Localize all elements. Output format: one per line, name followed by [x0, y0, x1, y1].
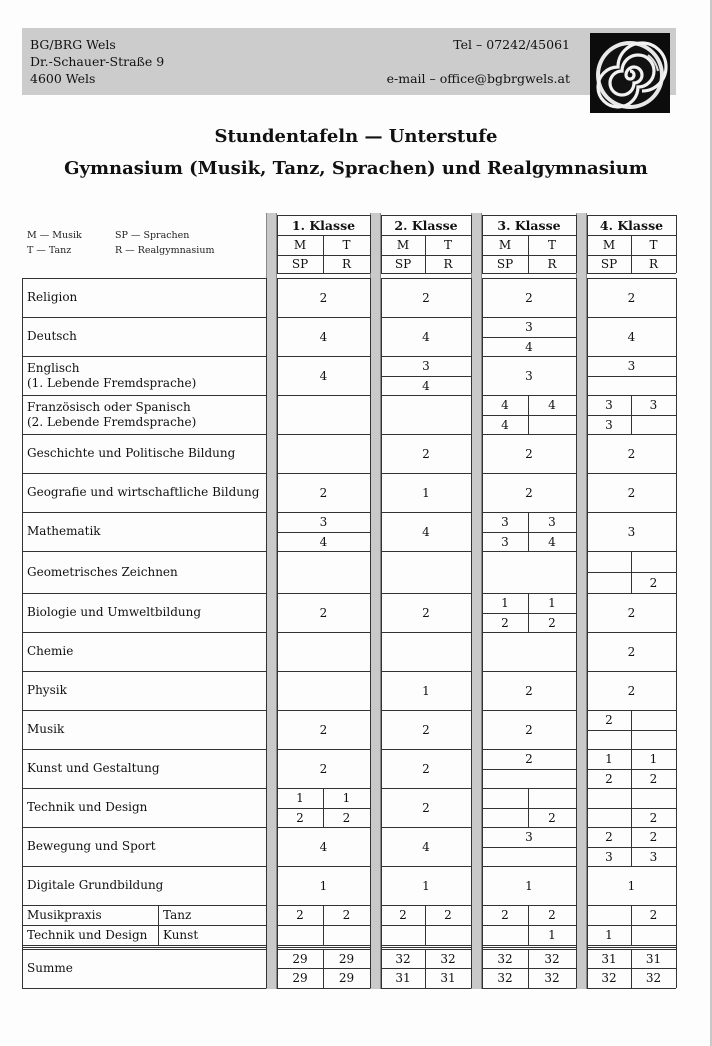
spiral-logo-icon — [590, 33, 670, 113]
summe-cell: 31 — [645, 951, 662, 966]
table-cell — [528, 415, 576, 434]
table-cell: 2 — [342, 908, 351, 922]
table-cell: 4 — [525, 339, 533, 354]
table-cell — [482, 925, 528, 945]
school-street: Dr.-Schauer-Straße 9 — [30, 54, 165, 69]
table-cell: 2 — [627, 446, 636, 461]
table-cell — [323, 925, 370, 945]
table-cell — [631, 415, 676, 434]
table-cell: 4 — [548, 398, 556, 412]
grid-line — [676, 278, 677, 988]
type-label-sp: SP — [291, 257, 309, 271]
subject-label — [22, 317, 266, 356]
grid-line — [277, 395, 370, 396]
table-cell: 3 — [627, 524, 636, 539]
table-cell: 3 — [627, 359, 636, 373]
table-cell: 2 — [548, 810, 556, 825]
table-cell: 3 — [525, 368, 533, 383]
extra-row-sublabel: Tanz — [163, 907, 192, 922]
grid-line — [277, 947, 370, 948]
class-header-2: 2. Klasse — [394, 217, 458, 233]
school-name: BG/BRG Wels — [30, 37, 116, 52]
class-header-1: 1. Klasse — [291, 217, 356, 233]
grid-line — [587, 988, 676, 989]
table-cell: 4 — [501, 398, 509, 412]
table-cell: 2 — [525, 683, 533, 698]
letterhead — [22, 28, 676, 95]
table-cell: 1 — [525, 878, 533, 893]
table-cell: 2 — [422, 290, 430, 305]
summe-cell: 29 — [292, 971, 308, 985]
table-cell: 2 — [627, 485, 636, 500]
grid-line — [381, 551, 471, 552]
subject-label — [22, 671, 266, 710]
column-separator — [266, 213, 277, 989]
table-cell: 2 — [422, 761, 430, 776]
summe-cell: 29 — [292, 951, 308, 966]
table-cell: 2 — [548, 908, 556, 922]
class-header-4: 4. Klasse — [599, 217, 664, 233]
grid-line — [277, 945, 370, 946]
page-subtitle: Gymnasium (Musik, Tanz, Sprachen) und Realgymnasium — [64, 158, 648, 179]
table-cell: 3 — [605, 417, 613, 432]
subject-name: Deutsch — [27, 329, 77, 343]
legend-r: R — Realgymnasium — [115, 245, 215, 256]
table-cell — [631, 925, 676, 945]
table-cell: 3 — [649, 398, 658, 412]
table-cell: 2 — [525, 752, 533, 766]
subject-name: Französisch oder Spanisch — [27, 399, 191, 414]
subject-name: Musik — [27, 722, 65, 736]
page-title: Stundentafeln — Unterstufe — [214, 126, 498, 147]
grid-line — [381, 945, 471, 946]
summe-cell: 31 — [440, 971, 456, 985]
grid-line — [277, 632, 370, 633]
grid-line — [381, 947, 471, 948]
summe-cell: 29 — [338, 951, 355, 966]
table-cell: 2 — [501, 908, 509, 922]
type-label-r: R — [648, 257, 659, 271]
table-cell: 2 — [296, 810, 304, 825]
grid-line — [277, 273, 370, 274]
school-email: e-mail – office@bgbrgwels.at — [386, 71, 570, 86]
subject-label — [22, 866, 266, 905]
table-cell: 2 — [422, 605, 430, 620]
table-cell: 2 — [319, 605, 328, 620]
legend-m: M — Musik — [27, 230, 82, 241]
subject-label — [22, 788, 266, 827]
table-cell — [528, 788, 576, 808]
table-cell: 2 — [422, 722, 430, 737]
grid-line — [482, 947, 576, 948]
summe-cell: 32 — [544, 951, 560, 966]
subject-label — [22, 710, 266, 749]
subject-name: Biologie und Umweltbildung — [27, 605, 202, 619]
subject-label — [22, 551, 266, 593]
subject-name: Bewegung und Sport — [27, 839, 156, 853]
subject-name: Geografie und wirtschaftliche Bildung — [27, 485, 260, 499]
subject-name: Geometrisches Zeichnen — [27, 564, 178, 579]
table-cell: 2 — [548, 615, 556, 630]
subject-label — [22, 356, 266, 395]
type-label-m: M — [293, 238, 307, 252]
table-cell: 4 — [319, 329, 328, 344]
grid-line — [482, 925, 576, 926]
school-city: 4600 Wels — [30, 71, 96, 86]
subject-name: Physik — [27, 683, 67, 697]
table-cell — [277, 925, 323, 945]
type-label-sp: SP — [496, 257, 514, 271]
school-phone: Tel – 07242/45061 — [453, 37, 570, 52]
grid-line — [482, 988, 576, 989]
legend-sp: SP — Sprachen — [115, 230, 190, 241]
subject-note: (1. Lebende Fremdsprache) — [27, 375, 197, 390]
table-cell: 2 — [649, 771, 658, 786]
grid-line — [482, 945, 576, 946]
grid-line — [587, 945, 676, 946]
table-cell: 1 — [605, 928, 613, 942]
summe-cell: 32 — [601, 971, 617, 985]
subject-name: Technik und Design — [27, 800, 148, 814]
grid-line — [381, 395, 471, 396]
table-cell: 1 — [605, 752, 613, 766]
table-cell: 3 — [605, 849, 613, 864]
grid-line — [381, 988, 471, 989]
type-label-sp: SP — [394, 257, 412, 271]
table-cell: 1 — [319, 878, 328, 893]
table-cell: 2 — [501, 615, 509, 630]
grid-line — [587, 947, 676, 948]
type-label-sp: SP — [600, 257, 618, 271]
table-cell: 1 — [548, 928, 556, 942]
table-cell: 3 — [319, 515, 328, 529]
table-cell: 2 — [649, 810, 658, 825]
table-cell: 2 — [525, 446, 533, 461]
type-label-m: M — [602, 238, 616, 252]
extra-row-sublabel: Kunst — [163, 927, 199, 942]
subject-name: Chemie — [27, 644, 74, 658]
table-cell: 2 — [627, 644, 636, 659]
table-cell: 2 — [296, 908, 304, 922]
table-cell: 2 — [605, 830, 613, 844]
grid-line — [381, 925, 471, 926]
table-cell: 2 — [422, 446, 430, 461]
grid-line — [587, 273, 676, 274]
summe-cell: 32 — [497, 951, 513, 966]
grid-line — [277, 434, 370, 435]
table-cell: 2 — [319, 485, 328, 500]
legend-t: T — Tanz — [27, 245, 72, 256]
table-cell — [482, 788, 528, 808]
table-cell — [587, 808, 631, 827]
table-cell — [587, 572, 631, 593]
table-cell: 2 — [649, 575, 658, 590]
summe-cell: 32 — [440, 951, 456, 966]
subject-label — [22, 632, 266, 671]
table-cell: 2 — [319, 761, 328, 776]
table-cell: 2 — [525, 485, 533, 500]
table-cell: 3 — [501, 534, 509, 549]
subject-label — [22, 473, 266, 512]
table-cell — [482, 808, 528, 827]
type-label-t: T — [649, 238, 658, 252]
table-cell: 2 — [525, 722, 533, 737]
summe-cell: 32 — [544, 971, 560, 985]
table-cell: 2 — [605, 713, 613, 727]
summe-label: Summe — [27, 961, 73, 975]
table-cell — [631, 788, 676, 808]
type-label-m: M — [498, 238, 512, 252]
table-cell: 4 — [319, 839, 328, 854]
subject-name: Mathematik — [27, 524, 101, 538]
extra-row-label: Technik und Design — [27, 927, 148, 942]
subject-label — [22, 827, 266, 866]
table-cell: 2 — [627, 605, 636, 620]
grid-line — [277, 551, 370, 552]
grid-line — [482, 847, 576, 848]
type-label-r: R — [443, 257, 453, 271]
subject-name: Kunst und Gestaltung — [27, 761, 160, 775]
subject-label — [22, 395, 266, 434]
table-cell: 4 — [422, 524, 430, 539]
grid-line — [277, 671, 370, 672]
table-cell: 2 — [319, 290, 328, 305]
table-cell: 2 — [525, 290, 533, 305]
extra-row-label: Musikpraxis — [27, 907, 102, 922]
table-cell: 4 — [319, 534, 328, 549]
summe-cell: 31 — [601, 951, 617, 966]
table-cell: 1 — [627, 878, 636, 893]
grid-line — [370, 215, 371, 273]
table-cell — [587, 788, 631, 808]
type-label-r: R — [341, 257, 352, 271]
grid-line — [22, 947, 266, 948]
table-cell: 4 — [548, 534, 556, 549]
table-cell: 2 — [605, 771, 613, 786]
grid-line — [482, 632, 576, 633]
subject-name: Digitale Grundbildung — [27, 878, 164, 892]
table-cell: 1 — [649, 752, 658, 766]
table-cell: 1 — [422, 683, 430, 698]
table-cell: 2 — [627, 290, 636, 305]
table-cell — [381, 925, 425, 945]
grid-line — [576, 215, 577, 273]
table-cell: 1 — [342, 791, 351, 805]
subject-label — [22, 278, 266, 317]
table-cell: 3 — [649, 849, 658, 864]
subject-label — [22, 749, 266, 788]
grid-line — [471, 278, 472, 988]
table-cell: 3 — [525, 320, 533, 334]
grid-line — [22, 988, 266, 989]
type-label-t: T — [342, 238, 351, 252]
grid-line — [277, 988, 370, 989]
grid-line — [587, 925, 676, 926]
summe-cell: 32 — [497, 971, 513, 985]
grid-line — [576, 278, 577, 988]
summe-cell: 32 — [395, 951, 411, 966]
column-separator — [576, 213, 587, 989]
summe-cell: 32 — [645, 971, 662, 985]
table-cell: 3 — [548, 515, 556, 529]
summe-cell: 29 — [338, 971, 355, 985]
type-label-t: T — [443, 238, 452, 252]
table-cell: 1 — [422, 485, 430, 500]
table-cell: 3 — [422, 359, 430, 373]
table-cell: 1 — [296, 791, 304, 805]
grid-line — [266, 278, 267, 988]
table-cell — [587, 905, 631, 925]
subject-label — [22, 434, 266, 473]
table-cell: 4 — [422, 329, 430, 344]
subject-label — [22, 512, 266, 551]
subject-name: Englisch — [27, 360, 80, 375]
table-cell: 2 — [399, 908, 407, 922]
table-cell — [631, 710, 676, 730]
table-cell: 1 — [501, 596, 509, 610]
table-cell: 2 — [342, 810, 351, 825]
table-cell: 2 — [444, 908, 452, 922]
grid-line — [370, 278, 371, 988]
table-cell — [587, 376, 676, 395]
table-cell: 2 — [649, 908, 658, 922]
grid-line — [381, 632, 471, 633]
subject-name: Religion — [27, 290, 78, 304]
grid-line — [381, 273, 471, 274]
grid-line — [277, 925, 370, 926]
table-cell: 2 — [649, 830, 658, 844]
grid-line — [482, 769, 576, 770]
table-cell — [587, 551, 631, 572]
type-label-t: T — [547, 238, 556, 252]
table-cell: 2 — [627, 683, 636, 698]
class-header-3: 3. Klasse — [497, 217, 561, 233]
grid-line — [482, 273, 576, 274]
column-separator — [471, 213, 482, 989]
table-cell — [631, 551, 676, 572]
grid-line — [482, 551, 576, 552]
type-label-m: M — [396, 238, 410, 252]
table-cell: 4 — [422, 839, 430, 854]
subject-label — [22, 593, 266, 632]
table-cell: 4 — [627, 329, 636, 344]
grid-line — [676, 215, 677, 273]
table-cell: 3 — [501, 515, 509, 529]
table-cell: 2 — [319, 722, 328, 737]
summe-cell: 31 — [395, 971, 411, 985]
table-cell: 4 — [501, 417, 509, 432]
subject-name: Geschichte und Politische Bildung — [27, 446, 236, 460]
grid-line — [471, 215, 472, 273]
grid-line — [22, 945, 266, 946]
table-cell: 2 — [422, 800, 430, 815]
table-cell — [631, 730, 676, 749]
column-separator — [370, 213, 381, 989]
table-cell — [425, 925, 471, 945]
table-cell: 4 — [422, 378, 430, 393]
table-cell — [587, 730, 631, 749]
table-cell: 4 — [319, 368, 328, 383]
table-cell: 3 — [525, 830, 533, 844]
table-cell: 3 — [605, 398, 613, 412]
type-label-r: R — [547, 257, 557, 271]
table-cell: 1 — [422, 878, 430, 893]
table-cell: 1 — [548, 596, 556, 610]
subject-note: (2. Lebende Fremdsprache) — [27, 414, 197, 429]
